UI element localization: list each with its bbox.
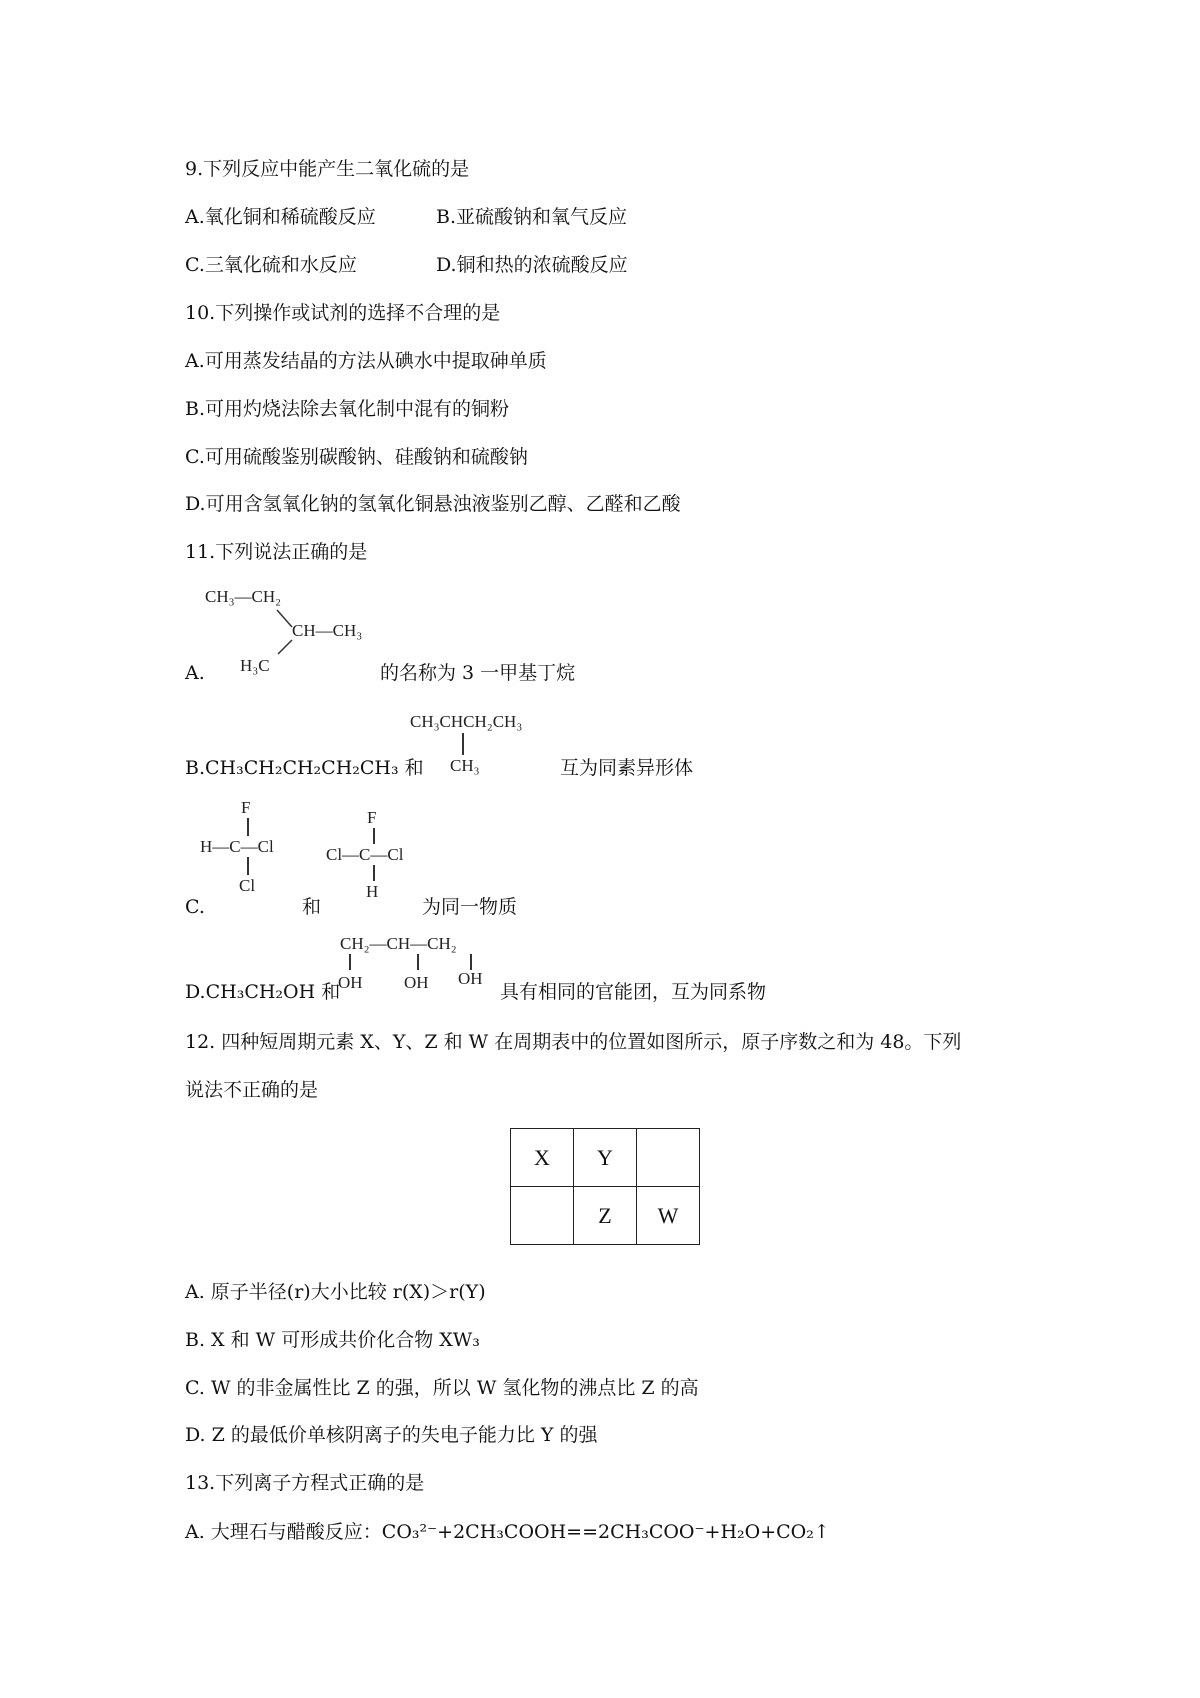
q12-option-d: D. Z 的最低价单核阴离子的失电子能力比 Y 的强	[185, 1424, 598, 1446]
q9-option-c: C.三氧化硫和水反应	[185, 254, 357, 276]
periodic-table-fragment	[510, 1128, 700, 1245]
q11b-bond	[462, 733, 464, 755]
table-cell: Y	[574, 1129, 637, 1187]
q11d-bond-1	[349, 954, 351, 970]
q11a-bonds	[270, 600, 310, 660]
table-cell: W	[637, 1187, 700, 1245]
q11d-struct-top: CH₂—CH—CH₂	[340, 934, 457, 953]
table-cell	[511, 1187, 574, 1245]
q11c2-mid: Cl—C—Cl	[326, 845, 404, 864]
q11d-bond-3	[470, 954, 472, 970]
q11d-oh-2: OH	[404, 973, 429, 992]
q11c2-bond-bot	[373, 865, 375, 881]
q9-option-a: A.氧化铜和稀硫酸反应	[185, 206, 376, 228]
q12-option-c: C. W 的非金属性比 Z 的强，所以 W 氢化物的沸点比 Z 的高	[185, 1377, 699, 1399]
q12-option-a: A. 原子半径(r)大小比较 r(X)＞r(Y)	[185, 1281, 486, 1303]
q11a-struct-bot: H₃C	[240, 656, 270, 675]
q11c1-mid: H—C—Cl	[200, 837, 274, 856]
q11c2-top: F	[367, 808, 377, 827]
table-row	[511, 1129, 700, 1187]
q11-stem: 11.下列说法正确的是	[185, 541, 368, 563]
q11b-struct-bot: CH₃	[450, 756, 480, 775]
q11d-oh-1: OH	[338, 973, 363, 992]
q9-option-d: D.铜和热的浓硫酸反应	[436, 254, 628, 276]
q11c1-top: F	[241, 798, 251, 817]
q10-option-b: B.可用灼烧法除去氧化制中混有的铜粉	[185, 398, 510, 420]
q11c1-bond-top	[247, 818, 249, 836]
q9-stem: 9.下列反应中能产生二氧化硫的是	[185, 158, 470, 180]
q11-option-d-prefix: D.CH₃CH₂OH 和	[185, 981, 341, 1003]
q11-option-b-prefix: B.CH₃CH₂CH₂CH₂CH₃ 和	[185, 757, 424, 779]
q11a-struct-top: CH₃—CH₂	[205, 587, 282, 606]
q12-stem-line2: 说法不正确的是	[185, 1079, 319, 1101]
q11b-struct-top: CH₃CHCH₂CH₃	[410, 712, 523, 731]
q11-option-c-label: C.	[185, 896, 205, 918]
q11-option-a-text: 的名称为 3 一甲基丁烷	[380, 662, 576, 684]
q11c2-bond-top	[373, 828, 375, 844]
q11-option-b-text: 互为同素异形体	[560, 757, 694, 779]
q10-option-a: A.可用蒸发结晶的方法从碘水中提取砷单质	[185, 350, 547, 372]
q10-stem: 10.下列操作或试剂的选择不合理的是	[185, 302, 501, 324]
q11c2-bot: H	[366, 882, 379, 901]
q11-option-d-text: 具有相同的官能团，互为同系物	[500, 981, 767, 1003]
q11d-oh-3: OH	[458, 969, 483, 988]
q11-option-c-and: 和	[302, 896, 322, 918]
q10-option-c: C.可用硫酸鉴别碳酸钠、硅酸钠和硫酸钠	[185, 446, 528, 468]
q11c1-bond-bot	[247, 857, 249, 875]
q12-stem-line1: 12. 四种短周期元素 X、Y、Z 和 W 在周期表中的位置如图所示，原子序数之和为 48。下列	[185, 1031, 962, 1053]
q9-option-b: B.亚硫酸钠和氧气反应	[436, 206, 628, 228]
q12-option-b: B. X 和 W 可形成共价化合物 XW₃	[185, 1329, 480, 1351]
q11-option-a-label: A.	[185, 662, 205, 684]
q13-stem: 13.下列离子方程式正确的是	[185, 1472, 425, 1494]
q11d-bond-2	[417, 954, 419, 970]
q11c1-bot: Cl	[239, 876, 256, 895]
q11-option-c-text: 为同一物质	[422, 896, 518, 918]
table-cell	[637, 1129, 700, 1187]
table-row	[511, 1187, 700, 1245]
q10-option-d: D.可用含氢氧化钠的氢氧化铜悬浊液鉴别乙醇、乙醛和乙酸	[185, 493, 681, 515]
table-cell: Z	[574, 1187, 637, 1245]
table-cell: X	[511, 1129, 574, 1187]
q11a-struct-mid: CH—CH₃	[292, 621, 363, 640]
q13-option-a: A. 大理石与醋酸反应：CO₃²⁻+2CH₃COOH==2CH₃COO⁻+H₂O+CO₂↑	[185, 1521, 830, 1543]
